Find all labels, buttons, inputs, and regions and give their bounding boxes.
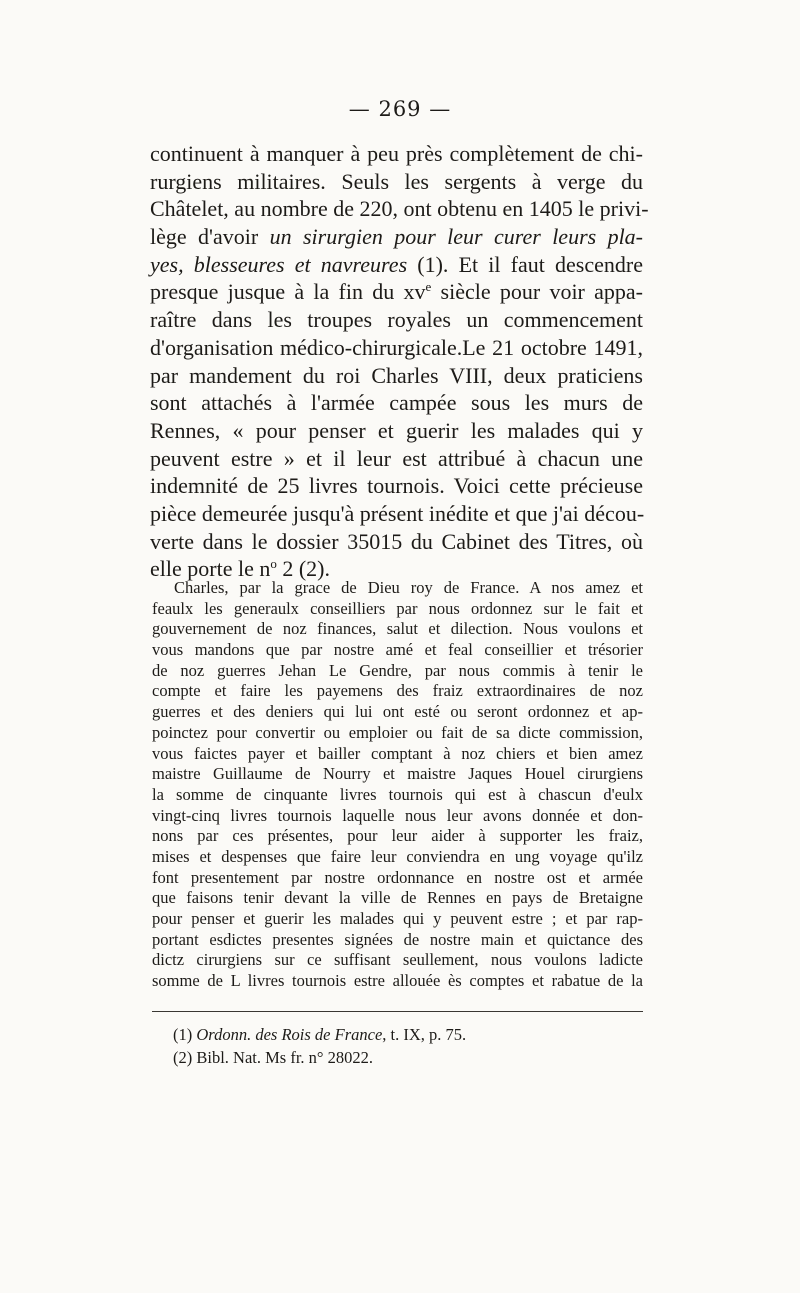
body-text xyxy=(150,140,649,583)
quote-line: de noz guerres Jehan Le Gendre, par nous commis à tenir le xyxy=(152,660,643,680)
quote-line: dictz cirurgiens sur ce suffisant seullement, nous voulons ladicte xyxy=(152,950,643,970)
quote-line: portant esdictes presentes signées de nostre main et quictance des xyxy=(152,929,643,949)
footnote-title: Ordonn. des Rois de France xyxy=(196,1025,383,1044)
quote-line: vingt-cinq livres tournois laquelle nous leur avons donnée et don- xyxy=(152,805,643,825)
body-text-run: 2 (2). xyxy=(276,556,330,582)
quote-line: poinctez pour convertir ou emploier ou fait de sa dicte commission, xyxy=(152,722,643,742)
italic-quote: yes, blesseures et navreures xyxy=(150,251,408,277)
body-line: rurgiens militaires. Seuls les sergents à verge du xyxy=(150,168,643,194)
quote-line: gouvernement de noz finances, salut et dilection. Nous voulons et xyxy=(152,619,643,639)
superscript: e xyxy=(425,279,432,295)
body-line xyxy=(150,251,643,279)
superscript: o xyxy=(270,556,277,572)
body-text-run: lège d'avoir xyxy=(150,224,259,250)
body-line: pièce demeurée jusqu'à présent inédite et que j'ai décou- xyxy=(150,500,645,526)
body-line: peuvent estre » et il leur est attribué à chacun une xyxy=(150,445,643,471)
page-number: — 269 — xyxy=(348,97,452,121)
body-text-run: (1). Et il faut descendre xyxy=(407,251,643,277)
body-line: raître dans les troupes royales un commencement xyxy=(150,307,643,333)
italic-quote: un sirurgien pour leur curer leurs pla- xyxy=(269,224,644,250)
quote-line: mises et despenses que faire leur conviendra en ung voyage qu'ilz xyxy=(152,846,643,866)
quote-line: vous mandons que par nostre amé et feal conseillier et trésorier xyxy=(152,640,643,660)
body-text-run: presque jusque à la fin du xv xyxy=(150,279,426,305)
quote-line: maistre Guillaume de Nourry et maistre Jaques Houel cirurgiens xyxy=(152,764,643,784)
body-line: par mandement du roi Charles VIII, deux praticiens xyxy=(150,362,643,388)
footnote-mark: (1) xyxy=(173,1025,193,1044)
body-line: d'organisation médico-chirurgicale.Le 21 octobre 1491, xyxy=(150,334,643,360)
quote-line: vous faictes payer et bailler comptant à noz chiers et bien amez xyxy=(152,743,643,763)
quote-line: Charles, par la grace de Dieu roy de France. A nos amez et xyxy=(174,578,643,597)
body-line xyxy=(150,278,643,306)
footnote-divider xyxy=(152,1011,643,1012)
footnote-text: , t. IX, p. 75. xyxy=(382,1025,467,1044)
body-text-run: siècle pour voir appa- xyxy=(431,279,643,305)
quote-line: la somme de cinquante livres tournois qui est à chascun d'eulx xyxy=(152,784,643,804)
footnotes xyxy=(173,1023,643,1069)
quote-line: feaulx les generaulx conseilliers par nous ordonnez sur le fait et xyxy=(152,598,643,618)
footnote-1 xyxy=(173,1023,643,1046)
body-line: verte dans le dossier 35015 du Cabinet des Titres, où xyxy=(150,528,643,554)
footnote-mark: (2) xyxy=(173,1048,193,1067)
body-line: indemnité de 25 livres tournois. Voici cette précieuse xyxy=(150,473,643,499)
quoted-document xyxy=(152,578,643,992)
quote-line: nons par ces présentes, pour leur aider à supporter les fraiz, xyxy=(152,826,643,846)
footnote-2 xyxy=(173,1046,643,1069)
body-line: Châtelet, au nombre de 220, ont obtenu en 1405 le privi- xyxy=(150,196,649,222)
quote-line: pour penser et guerir les malades qui y peuvent estre ; et par rap- xyxy=(152,909,643,928)
quote-line: guerres et des deniers qui lui ont esté ou seront ordonnez et ap- xyxy=(152,702,643,722)
quote-line: compte et faire les payemens des fraiz extraordinaires de noz xyxy=(152,681,643,701)
quote-line: somme de L livres tournois estre allouée ès comptes et rabatue de la xyxy=(152,971,643,991)
body-line: continuent à manquer à peu près complètement de chi- xyxy=(150,141,643,166)
body-line xyxy=(150,223,643,251)
quote-line: font presentement par nostre ordonnance en nostre ost et armée xyxy=(152,867,643,887)
quote-line: que faisons tenir devant la ville de Rennes en pays de Bretaigne xyxy=(152,888,643,908)
body-line: sont attachés à l'armée campée sous les murs de xyxy=(150,390,643,416)
body-line: Rennes, « pour penser et guerir les malades qui y xyxy=(150,417,643,443)
body-text-run: elle porte le n xyxy=(150,556,271,582)
footnote-text: Bibl. Nat. Ms fr. n° 28022. xyxy=(196,1048,374,1067)
